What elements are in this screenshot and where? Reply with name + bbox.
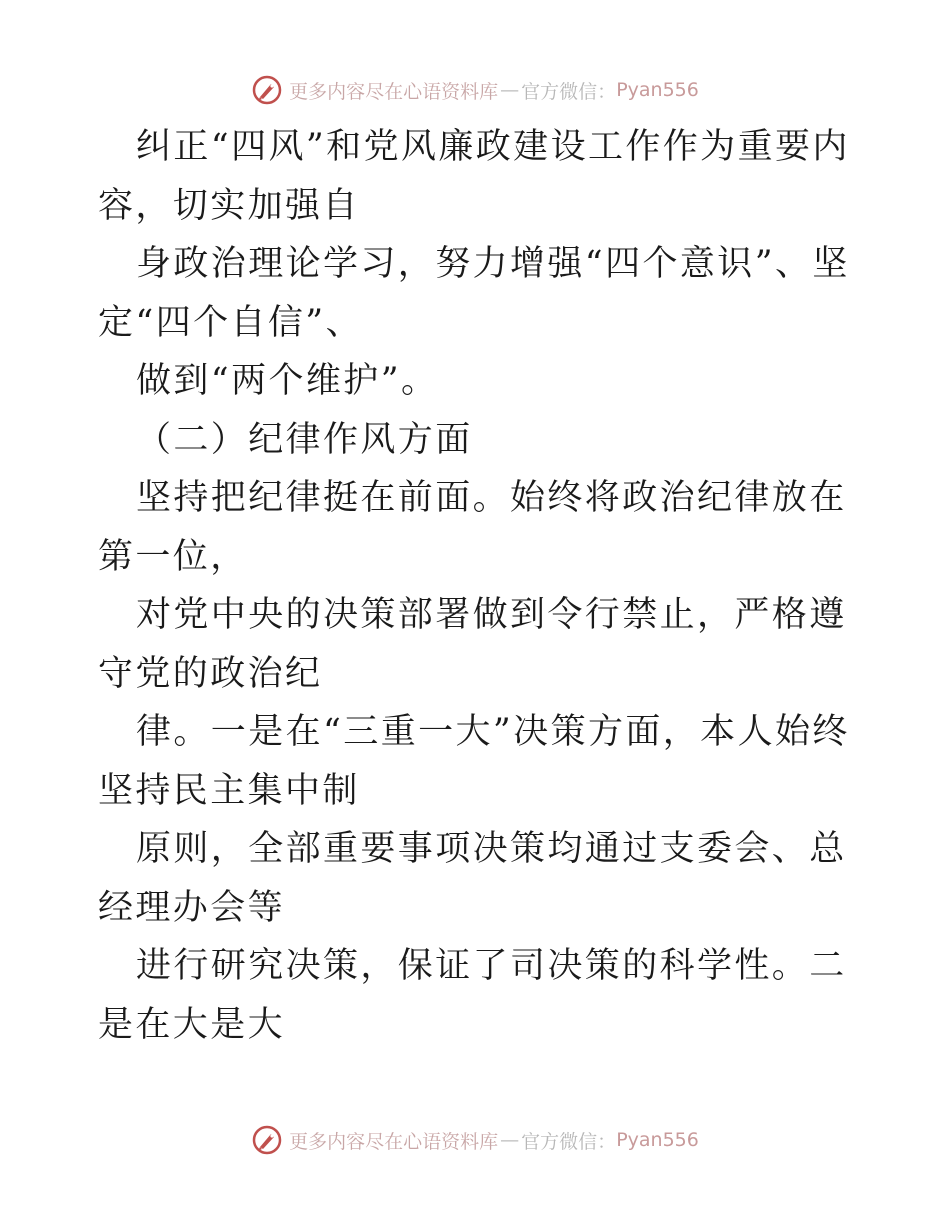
paragraph: 原则，全部重要事项决策均通过支委会、总经理办会等: [98, 829, 847, 928]
watermark-separator: —: [500, 79, 520, 101]
document-body: [98, 118, 858, 1054]
section-heading: （二）纪律作风方面: [136, 419, 473, 460]
watermark-wechat-label: 官方微信：: [521, 1130, 617, 1153]
watermark-site-text: 更多内容尽在心语资料库: [289, 80, 499, 103]
watermark-wechat-id: Pyan556: [616, 1129, 699, 1151]
paragraph: 做到“两个维护”。: [136, 361, 439, 401]
watermark-separator: —: [500, 1129, 520, 1151]
paragraph: 进行研究决策，保证了司决策的科学性。二是在大是大: [98, 946, 847, 1045]
watermark-site-text: 更多内容尽在心语资料库: [289, 1130, 499, 1153]
paragraph: 身政治理论学习，努力增强“四个意识”、坚定“四个自信”、: [98, 244, 850, 343]
paragraph: 坚持把纪律挺在前面。始终将政治纪律放在第一位，: [98, 478, 847, 577]
paragraph: 对党中央的决策部署做到令行禁止，严格遵守党的政治纪: [98, 595, 847, 694]
header-watermark: [0, 70, 950, 110]
watermark-wechat-id: Pyan556: [616, 79, 699, 101]
watermark-wechat-label: 官方微信：: [521, 80, 617, 103]
pen-nib-logo-icon: [251, 1124, 283, 1156]
paragraph: 律。一是在“三重一大”决策方面，本人始终坚持民主集中制: [98, 712, 850, 811]
footer-watermark: [0, 1120, 950, 1160]
pen-nib-logo-icon: [251, 74, 283, 106]
paragraph: 纠正“四风”和党风廉政建设工作作为重要内容，切实加强自: [98, 127, 850, 226]
